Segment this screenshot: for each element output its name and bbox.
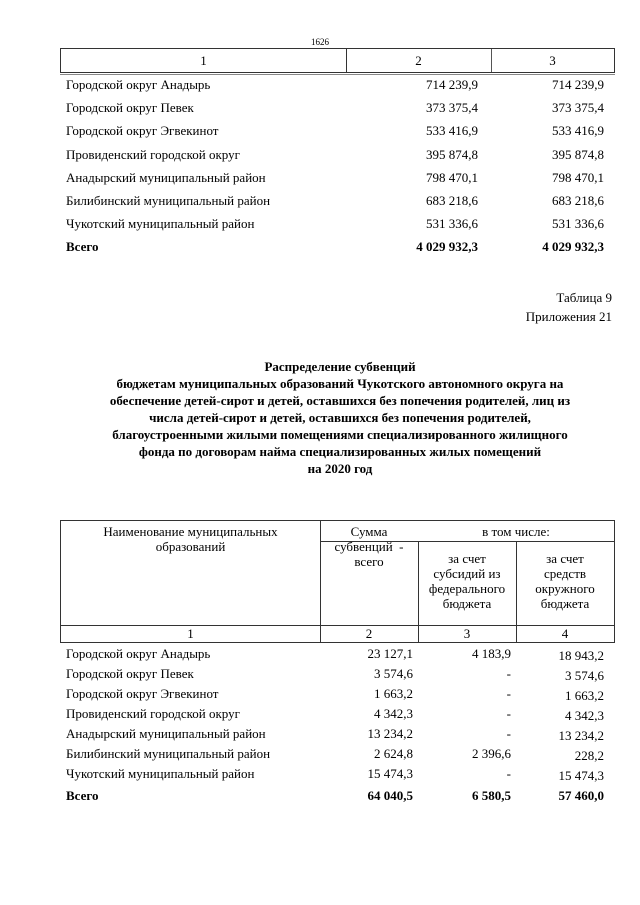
col-number: 4	[561, 626, 569, 641]
row-total: 3 574,6	[374, 666, 413, 681]
table1-col3-number: 3	[549, 53, 556, 68]
total-label: Всего	[66, 239, 99, 254]
row-total: 2 624,8	[374, 746, 413, 761]
col-number: 2	[365, 626, 373, 641]
row-federal: -	[506, 726, 511, 741]
table-row	[66, 215, 616, 233]
table-row	[66, 146, 616, 164]
row-name: Анадырский муниципальный район	[66, 726, 266, 741]
row-regional: 4 342,3	[565, 708, 604, 723]
row-name: Городской округ Певек	[66, 100, 194, 115]
row-value: 714 239,9	[426, 77, 478, 92]
header-federal: за счет субсидий из федерального бюджета	[428, 551, 506, 611]
row-value: 683 218,6	[552, 193, 604, 208]
row-name: Городской округ Певек	[66, 666, 194, 681]
page-number: 1626	[311, 37, 329, 47]
row-value: 798 470,1	[552, 170, 604, 185]
row-federal: -	[506, 706, 511, 721]
row-total: 1 663,2	[374, 686, 413, 701]
row-total: 15 474,3	[367, 766, 413, 781]
row-value: 373 375,4	[426, 100, 478, 115]
row-value: 533 416,9	[552, 123, 604, 138]
row-name: Провиденский городской округ	[66, 147, 240, 162]
document-title	[40, 358, 640, 477]
row-regional: 18 943,2	[558, 648, 604, 663]
title-line: числа детей-сирот и детей, оставшихся без попечения родителей,	[149, 410, 531, 425]
row-value: 798 470,1	[426, 170, 478, 185]
header-sum: Сумма субвенций - всего	[334, 524, 404, 569]
total-value: 4 029 932,3	[542, 239, 604, 254]
row-value: 531 336,6	[426, 216, 478, 231]
header-name: Наименование муниципальных образований	[103, 524, 278, 554]
row-value: 533 416,9	[426, 123, 478, 138]
table1-col2-number: 2	[415, 53, 422, 68]
appendix-number: Приложения 21	[525, 309, 612, 324]
table-number: Таблица 9	[556, 290, 612, 305]
table-row	[66, 76, 616, 94]
row-federal: 2 396,6	[472, 746, 511, 761]
col-number: 1	[187, 626, 194, 641]
header-regional: за счет средств окружного бюджета	[535, 551, 595, 611]
row-total: 13 234,2	[367, 726, 413, 741]
table-row	[66, 192, 616, 210]
row-regional: 228,2	[574, 748, 604, 763]
row-value: 683 218,6	[426, 193, 478, 208]
row-name: Провиденский городской округ	[66, 706, 240, 721]
table-total-row	[66, 238, 616, 256]
header-including: в том числе:	[482, 524, 550, 539]
row-value: 395 874,8	[552, 147, 604, 162]
table-row	[66, 122, 616, 140]
table2-header	[60, 520, 615, 643]
row-regional: 15 474,3	[558, 768, 604, 783]
title-line: на 2020 год	[307, 461, 373, 476]
title-line: бюджетам муниципальных образований Чукотского автономного округа на	[116, 376, 564, 391]
table-row	[66, 169, 616, 187]
total-value: 4 029 932,3	[416, 239, 478, 254]
table-row	[66, 644, 616, 664]
total-value: 6 580,5	[472, 788, 511, 803]
total-value: 64 040,5	[367, 788, 413, 803]
row-total: 4 342,3	[374, 706, 413, 721]
row-name: Билибинский муниципальный район	[66, 193, 271, 208]
title-line: благоустроенными жилыми помещениями специализированного жилищного	[112, 427, 568, 442]
row-name: Городской округ Эгвекинот	[66, 123, 219, 138]
row-total: 23 127,1	[367, 646, 413, 661]
table-row	[66, 764, 616, 784]
row-name: Чукотский муниципальный район	[66, 766, 255, 781]
row-regional: 3 574,6	[565, 668, 604, 683]
row-federal: -	[506, 766, 511, 781]
table-row	[66, 664, 616, 684]
row-name: Городской округ Анадырь	[66, 646, 211, 661]
row-name: Билибинский муниципальный район	[66, 746, 271, 761]
row-name: Анадырский муниципальный район	[66, 170, 266, 185]
table-row	[66, 724, 616, 744]
table-row	[66, 744, 616, 764]
total-value: 57 460,0	[558, 788, 604, 803]
row-name: Чукотский муниципальный район	[66, 216, 255, 231]
table1-col1-number: 1	[200, 53, 207, 68]
title-line: обеспечение детей-сирот и детей, оставшихся без попечения родителей, лиц из	[109, 393, 571, 408]
row-federal: -	[506, 686, 511, 701]
table-row	[66, 704, 616, 724]
table1-header	[60, 48, 615, 73]
total-label: Всего	[66, 788, 99, 803]
row-federal: -	[506, 666, 511, 681]
row-regional: 13 234,2	[558, 728, 604, 743]
row-name: Городской округ Эгвекинот	[66, 686, 219, 701]
row-federal: 4 183,9	[472, 646, 511, 661]
row-regional: 1 663,2	[565, 688, 604, 703]
row-value: 714 239,9	[552, 77, 604, 92]
title-line: фонда по договорам найма специализированных жилых помещений	[138, 444, 542, 459]
title-line: Распределение субвенций	[264, 359, 416, 374]
row-value: 395 874,8	[426, 147, 478, 162]
table-row	[66, 99, 616, 117]
table-row	[66, 684, 616, 704]
row-value: 373 375,4	[552, 100, 604, 115]
row-value: 531 336,6	[552, 216, 604, 231]
table-total-row	[66, 786, 616, 806]
row-name: Городской округ Анадырь	[66, 77, 211, 92]
col-number: 3	[463, 626, 471, 641]
